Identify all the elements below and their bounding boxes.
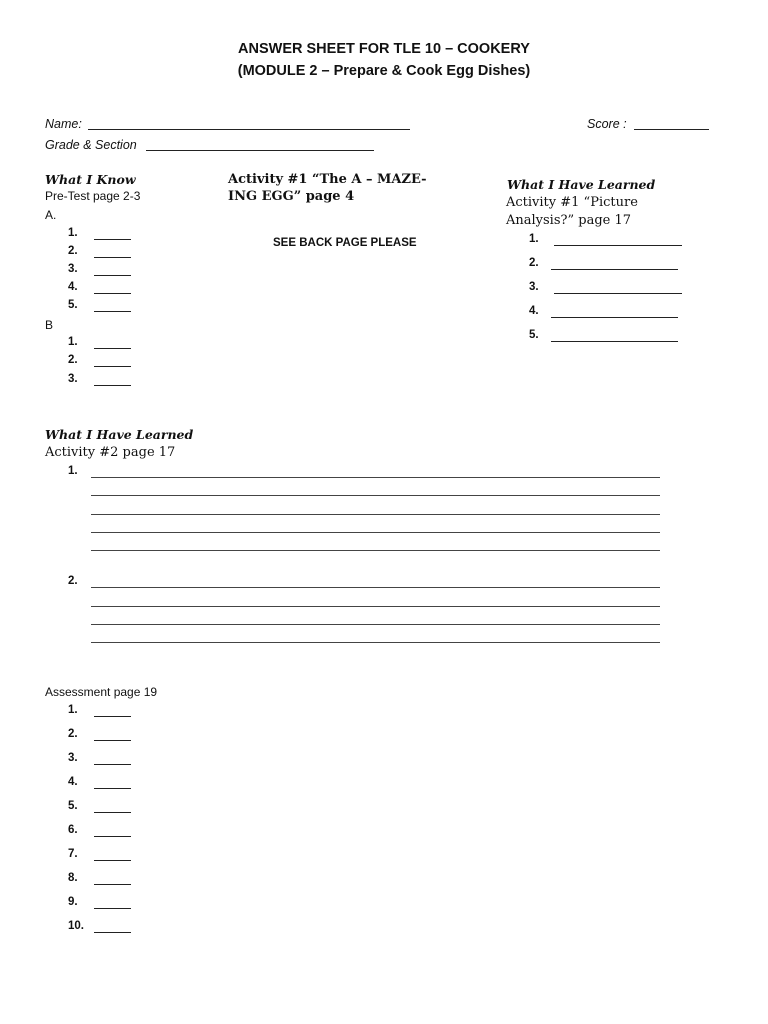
part-a-label: A. xyxy=(45,208,57,222)
answer-blank[interactable] xyxy=(551,269,678,270)
answer-blank[interactable] xyxy=(551,317,678,318)
grade-section-label: Grade & Section xyxy=(45,138,137,152)
list-item-number: 3. xyxy=(68,263,78,275)
list-item-number: 3. xyxy=(68,752,78,764)
answer-blank[interactable] xyxy=(94,812,131,813)
answer-blank[interactable] xyxy=(94,275,131,276)
activity1-heading-line1: Activity #1 “The A – MAZE- xyxy=(228,172,427,187)
activity1-heading-line2: ING EGG” page 4 xyxy=(228,189,355,204)
name-label: Name: xyxy=(45,117,82,131)
writing-line xyxy=(91,495,660,496)
list-item-number: 5. xyxy=(529,329,539,341)
sheet-subtitle: (MODULE 2 – Prepare & Cook Egg Dishes) xyxy=(237,63,531,79)
answer-blank[interactable] xyxy=(94,257,131,258)
writing-line xyxy=(91,624,660,625)
answer-blank[interactable] xyxy=(554,245,682,246)
list-item-number: 1. xyxy=(529,233,539,245)
list-item-number: 2. xyxy=(68,354,78,366)
answer-blank[interactable] xyxy=(94,836,131,837)
answer-blank[interactable] xyxy=(94,884,131,885)
answer-blank[interactable] xyxy=(94,311,131,312)
list-item-number: 10. xyxy=(68,920,84,932)
answer-blank[interactable] xyxy=(94,740,131,741)
answer-blank[interactable] xyxy=(551,341,678,342)
activity2-item-number-1: 1. xyxy=(68,465,78,477)
sheet-title: ANSWER SHEET FOR TLE 10 – COOKERY xyxy=(238,41,530,57)
writing-line xyxy=(91,606,660,607)
list-item-number: 5. xyxy=(68,299,78,311)
name-field[interactable] xyxy=(88,129,410,130)
answer-blank[interactable] xyxy=(94,366,131,367)
list-item-number: 1. xyxy=(68,227,78,239)
writing-line xyxy=(91,477,660,478)
list-item-number: 6. xyxy=(68,824,78,836)
writing-line xyxy=(91,642,660,643)
answer-blank[interactable] xyxy=(554,293,682,294)
see-back-page-note: SEE BACK PAGE PLEASE xyxy=(273,237,417,249)
list-item-number: 2. xyxy=(68,728,78,740)
what-i-have-learned-heading-lower: What I Have Learned xyxy=(45,427,194,442)
list-item-number: 7. xyxy=(68,848,78,860)
what-i-have-learned-heading-right: What I Have Learned xyxy=(507,177,656,192)
answer-blank[interactable] xyxy=(94,932,131,933)
answer-blank[interactable] xyxy=(94,908,131,909)
list-item-number: 8. xyxy=(68,872,78,884)
pre-test-label: Pre-Test page 2-3 xyxy=(45,189,141,203)
activity2-label: Activity #2 page 17 xyxy=(45,445,176,460)
list-item-number: 1. xyxy=(68,336,78,348)
list-item-number: 3. xyxy=(529,281,539,293)
answer-blank[interactable] xyxy=(94,385,131,386)
answer-blank[interactable] xyxy=(94,716,131,717)
list-item-number: 4. xyxy=(529,305,539,317)
list-item-number: 4. xyxy=(68,776,78,788)
activity2-item-number-2: 2. xyxy=(68,575,78,587)
list-item-number: 9. xyxy=(68,896,78,908)
list-item-number: 5. xyxy=(68,800,78,812)
writing-line xyxy=(91,532,660,533)
writing-line xyxy=(91,550,660,551)
writing-line xyxy=(91,587,660,588)
score-label: Score : xyxy=(587,117,627,131)
picture-analysis-line2: Analysis?” page 17 xyxy=(506,213,632,228)
list-item-number: 2. xyxy=(68,245,78,257)
assessment-heading: Assessment page 19 xyxy=(45,685,158,699)
answer-blank[interactable] xyxy=(94,788,131,789)
list-item-number: 3. xyxy=(68,373,78,385)
writing-line xyxy=(91,514,660,515)
answer-blank[interactable] xyxy=(94,348,131,349)
answer-blank[interactable] xyxy=(94,764,131,765)
score-field[interactable] xyxy=(634,129,709,130)
part-b-label: B xyxy=(45,318,54,332)
list-item-number: 1. xyxy=(68,704,78,716)
answer-blank[interactable] xyxy=(94,239,131,240)
picture-analysis-line1: Activity #1 “Picture xyxy=(506,195,638,210)
answer-blank[interactable] xyxy=(94,860,131,861)
answer-blank[interactable] xyxy=(94,293,131,294)
list-item-number: 2. xyxy=(529,257,539,269)
grade-section-field[interactable] xyxy=(146,150,374,151)
list-item-number: 4. xyxy=(68,281,78,293)
what-i-know-heading: What I Know xyxy=(45,172,136,187)
